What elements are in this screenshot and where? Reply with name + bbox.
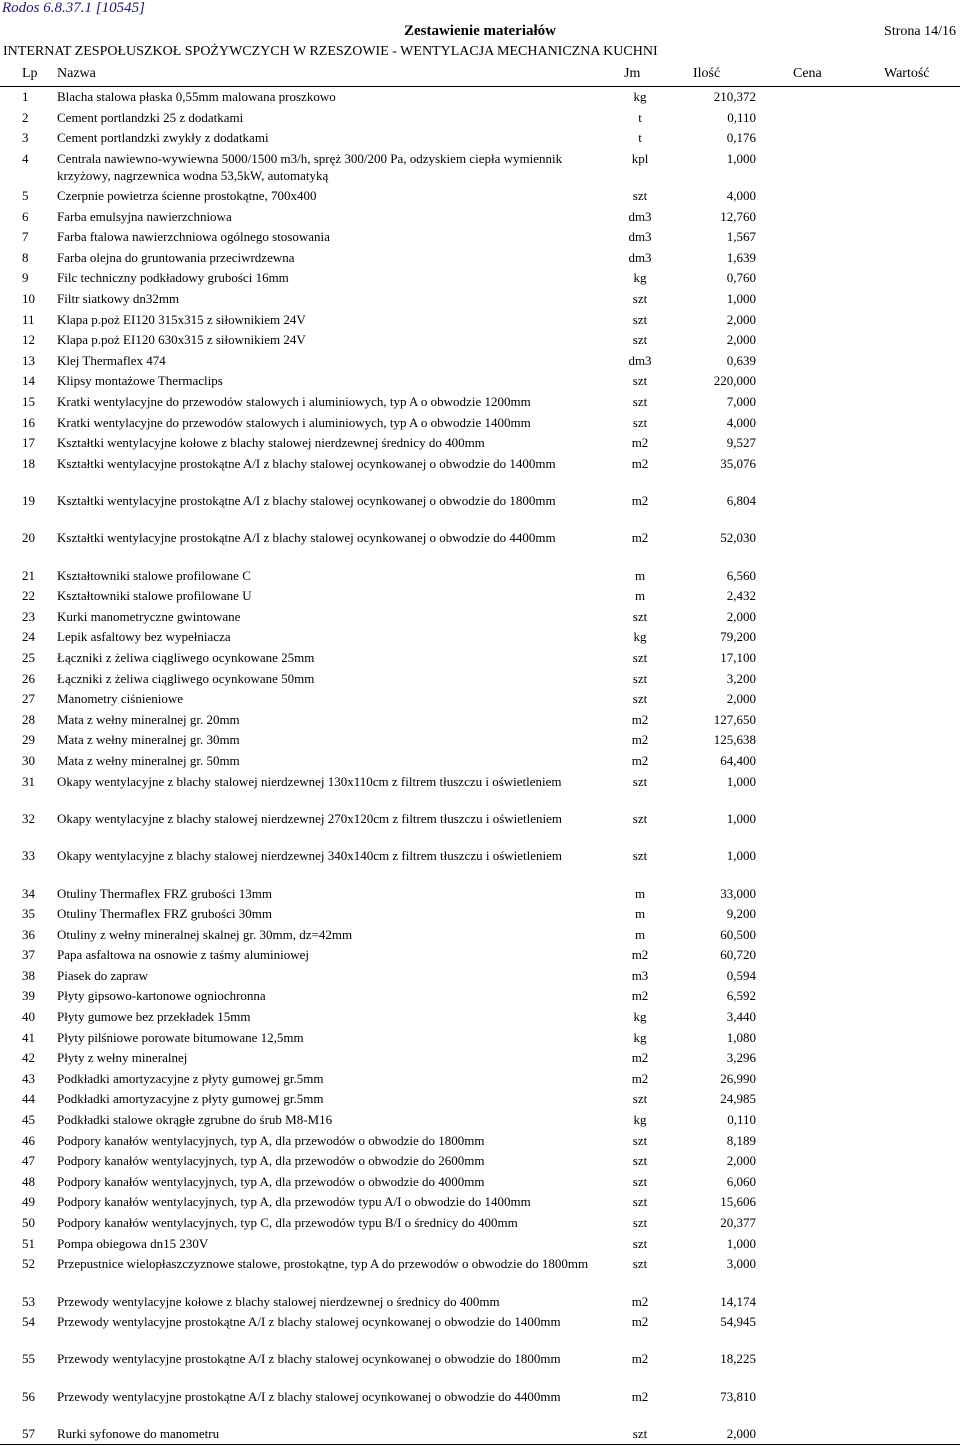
table-row [0, 129, 960, 150]
row-lp: 31 [22, 773, 35, 789]
row-lp: 15 [22, 394, 35, 410]
row-lp: 11 [22, 311, 35, 327]
table-row [0, 331, 960, 352]
row-unit: m2 [631, 732, 649, 748]
row-lp: 21 [22, 567, 35, 583]
row-qty: 24,985 [720, 1091, 756, 1107]
row-qty: 52,030 [720, 530, 756, 546]
row-lp: 36 [22, 926, 35, 942]
row-unit: m2 [631, 1293, 649, 1309]
row-lp: 20 [22, 530, 35, 546]
table-row [0, 608, 960, 629]
row-qty: 9,527 [726, 435, 756, 451]
row-unit: m2 [631, 1351, 649, 1367]
row-qty: 2,000 [726, 332, 756, 348]
row-qty: 79,200 [720, 629, 756, 645]
row-qty: 1,000 [726, 810, 756, 826]
table-row [0, 847, 960, 884]
row-name: Kształtki wentylacyjne prostokątne A/I z blachy stalowej ocynkowanej o obwodzie do 4400mm [57, 530, 556, 546]
row-lp: 8 [22, 249, 29, 265]
row-name: Podkładki amortyzacyjne z płyty gumowej gr.5mm [57, 1091, 324, 1107]
table-row [0, 587, 960, 608]
table-row [0, 926, 960, 947]
table-row [0, 567, 960, 588]
header-rule [0, 86, 960, 87]
row-qty: 0,760 [726, 270, 756, 286]
table-row [0, 670, 960, 691]
row-name: Otuliny Thermaflex FRZ grubości 13mm [57, 885, 272, 901]
row-name: Centrala nawiewno-wywiewna 5000/1500 m3/h, spręż 300/200 Pa, odzyskiem ciepła wymiennik krzyżowy, nagrzewnica wodna 53,5kW, automatyką [57, 150, 563, 183]
row-qty: 2,000 [726, 1153, 756, 1169]
row-qty: 54,945 [720, 1314, 756, 1330]
row-unit: m2 [631, 711, 649, 727]
table-row [0, 109, 960, 130]
row-qty: 15,606 [720, 1194, 756, 1210]
row-unit: kg [633, 629, 647, 645]
table-row [0, 1090, 960, 1111]
row-unit: m [634, 588, 646, 604]
row-name: Klipsy montażowe Thermaclips [57, 373, 223, 389]
page-number: Strona 14/16 [884, 24, 956, 39]
table-row [0, 690, 960, 711]
row-qty: 1,000 [726, 1235, 756, 1251]
table-row [0, 352, 960, 373]
row-qty: 0,110 [727, 1112, 756, 1128]
table-row [0, 1049, 960, 1070]
row-qty: 3,000 [726, 1256, 756, 1272]
row-name: Kratki wentylacyjne do przewodów stalowych i aluminiowych, typ A o obwodzie 1400mm [57, 414, 531, 430]
row-unit: szt [632, 414, 648, 430]
row-name: Klej Thermaflex 474 [57, 352, 166, 368]
row-unit: dm3 [628, 249, 652, 265]
row-name: Czerpnie powietrza ścienne prostokątne, 700x400 [57, 188, 317, 204]
row-name: Papa asfaltowa na osnowie z taśmy aluminiowej [57, 947, 309, 963]
row-lp: 39 [22, 988, 35, 1004]
row-qty: 35,076 [720, 455, 756, 471]
row-lp: 19 [22, 493, 35, 509]
row-name: Lepik asfaltowy bez wypełniacza [57, 629, 231, 645]
row-qty: 9,200 [726, 906, 756, 922]
row-unit: szt [632, 373, 648, 389]
row-lp: 42 [22, 1050, 35, 1066]
row-unit: m2 [631, 530, 649, 546]
row-name: Podpory kanałów wentylacyjnych, typ C, dla przewodów typu B/I o średnicy do 400mm [57, 1215, 518, 1231]
row-unit: szt [632, 1153, 648, 1169]
row-name: Kształtki wentylacyjne prostokątne A/I z blachy stalowej ocynkowanej o obwodzie do 1800mm [57, 493, 556, 509]
row-name: Mata z wełny mineralnej gr. 20mm [57, 711, 240, 727]
row-lp: 32 [22, 810, 35, 826]
row-lp: 18 [22, 455, 35, 471]
row-lp: 28 [22, 711, 35, 727]
row-qty: 6,804 [726, 493, 756, 509]
row-name: Pompa obiegowa dn15 230V [57, 1235, 209, 1251]
row-qty: 14,174 [720, 1293, 756, 1309]
row-lp: 41 [22, 1029, 35, 1045]
table-row [0, 731, 960, 752]
row-unit: kg [633, 1029, 647, 1045]
table-row [0, 1214, 960, 1235]
row-name: Kształtowniki stalowe profilowane U [57, 588, 252, 604]
row-qty: 4,000 [726, 188, 756, 204]
row-lp: 5 [22, 188, 29, 204]
row-qty: 1,080 [726, 1029, 756, 1045]
row-unit: dm3 [628, 352, 652, 368]
row-unit: m2 [631, 1388, 649, 1404]
table-row [0, 150, 960, 187]
row-qty: 0,176 [726, 130, 756, 146]
table-row [0, 1152, 960, 1173]
row-qty: 4,000 [726, 414, 756, 430]
row-name: Manometry ciśnieniowe [57, 691, 183, 707]
table-row [0, 269, 960, 290]
table-row [0, 1235, 960, 1256]
row-qty: 1,000 [726, 848, 756, 864]
row-qty: 1,000 [726, 150, 756, 166]
row-name: Kurki manometryczne gwintowane [57, 608, 241, 624]
row-qty: 3,200 [726, 670, 756, 686]
row-lp: 16 [22, 414, 35, 430]
row-unit: szt [632, 1215, 648, 1231]
row-name: Filtr siatkowy dn32mm [57, 291, 180, 307]
row-lp: 55 [22, 1351, 35, 1367]
row-lp: 50 [22, 1215, 35, 1231]
table-row [0, 1388, 960, 1425]
row-lp: 2 [22, 109, 29, 125]
table-row [0, 905, 960, 926]
row-name: Podpory kanałów wentylacyjnych, typ A, dla przewodów o obwodzie do 4000mm [57, 1173, 485, 1189]
row-qty: 17,100 [720, 650, 756, 666]
row-name: Farba olejna do gruntowania przeciwrdzewna [57, 249, 295, 265]
project-title: INTERNAT ZESPOŁUSZKOŁ SPOŻYWCZYCH W RZESZOWIE - WENTYLACJA MECHANICZNA KUCHNI [3, 44, 658, 59]
row-lp: 22 [22, 588, 35, 604]
table-row [0, 1132, 960, 1153]
table-row [0, 810, 960, 847]
row-unit: szt [632, 773, 648, 789]
row-name: Otuliny Thermaflex FRZ grubości 30mm [57, 906, 272, 922]
row-unit: szt [632, 691, 648, 707]
row-lp: 7 [22, 229, 29, 245]
table-row [0, 492, 960, 529]
table-row [0, 987, 960, 1008]
row-unit: kpl [631, 150, 649, 166]
row-name: Cement portlandzki zwykły z dodatkami [57, 130, 269, 146]
table-row [0, 752, 960, 773]
row-name: Okapy wentylacyjne z blachy stalowej nierdzewnej 340x140cm z filtrem tłuszczu i oświetleniem [57, 848, 563, 864]
row-name: Okapy wentylacyjne z blachy stalowej nierdzewnej 130x110cm z filtrem tłuszczu i oświetleniem [57, 773, 562, 789]
row-name: Przewody wentylacyjne prostokątne A/I z blachy stalowej ocynkowanej o obwodzie do 1800mm [57, 1351, 561, 1367]
row-lp: 3 [22, 130, 29, 146]
row-name: Okapy wentylacyjne z blachy stalowej nierdzewnej 270x120cm z filtrem tłuszczu i oświetleniem [57, 810, 563, 826]
row-lp: 33 [22, 848, 35, 864]
table-header [0, 66, 960, 86]
row-unit: m2 [631, 455, 649, 471]
row-unit: szt [632, 1132, 648, 1148]
row-name: Podkładki stalowe okrągłe zgrubne do śrub M8-M16 [57, 1112, 333, 1128]
table-row [0, 967, 960, 988]
row-unit: m2 [631, 1070, 649, 1086]
row-qty: 6,060 [726, 1173, 756, 1189]
row-qty: 127,650 [713, 711, 756, 727]
row-qty: 3,440 [726, 1009, 756, 1025]
row-unit: m2 [631, 988, 649, 1004]
document-title: Zestawienie materiałów [403, 23, 557, 39]
row-qty: 1,000 [726, 773, 756, 789]
row-unit: szt [632, 188, 648, 204]
row-lp: 56 [22, 1388, 35, 1404]
row-unit: m [634, 567, 646, 583]
row-lp: 48 [22, 1173, 35, 1189]
row-name: Podpory kanałów wentylacyjnych, typ A, dla przewodów o obwodzie do 2600mm [57, 1153, 485, 1169]
row-qty: 6,560 [726, 567, 756, 583]
row-unit: szt [632, 848, 648, 864]
row-lp: 51 [22, 1235, 35, 1251]
row-name: Otuliny z wełny mineralnej skalnej gr. 30mm, dz=42mm [57, 926, 353, 942]
row-unit: szt [632, 1425, 648, 1441]
row-unit: szt [632, 810, 648, 826]
row-unit: dm3 [628, 229, 652, 245]
row-lp: 49 [22, 1194, 35, 1210]
table-row [0, 885, 960, 906]
row-qty: 7,000 [726, 394, 756, 410]
row-qty: 0,639 [726, 352, 756, 368]
row-lp: 30 [22, 753, 35, 769]
row-lp: 53 [22, 1293, 35, 1309]
row-name: Filc techniczny podkładowy grubości 16mm [57, 270, 289, 286]
row-qty: 60,500 [720, 926, 756, 942]
row-lp: 37 [22, 947, 35, 963]
row-unit: m2 [631, 1314, 649, 1330]
row-qty: 18,225 [720, 1351, 756, 1367]
row-unit: szt [632, 1256, 648, 1272]
row-lp: 17 [22, 435, 35, 451]
row-lp: 44 [22, 1091, 35, 1107]
row-name: Kratki wentylacyjne do przewodów stalowych i aluminiowych, typ A o obwodzie 1200mm [57, 394, 531, 410]
row-unit: m2 [631, 947, 649, 963]
row-lp: 25 [22, 650, 35, 666]
row-lp: 24 [22, 629, 35, 645]
table-row [0, 187, 960, 208]
table-row [0, 455, 960, 492]
row-unit: t [638, 130, 642, 146]
row-unit: m [634, 906, 646, 922]
row-name: Piasek do zapraw [57, 967, 148, 983]
row-lp: 12 [22, 332, 35, 348]
row-lp: 54 [22, 1314, 35, 1330]
row-lp: 13 [22, 352, 35, 368]
row-name: Łączniki z żeliwa ciągliwego ocynkowane 25mm [57, 650, 315, 666]
row-name: Cement portlandzki 25 z dodatkami [57, 109, 244, 125]
table-row [0, 649, 960, 670]
row-name: Podpory kanałów wentylacyjnych, typ A, dla przewodów typu A/I o obwodzie do 1400mm [57, 1194, 531, 1210]
table-row [0, 249, 960, 270]
row-qty: 0,110 [727, 109, 756, 125]
row-qty: 12,760 [720, 208, 756, 224]
row-qty: 60,720 [720, 947, 756, 963]
table-row [0, 290, 960, 311]
row-lp: 23 [22, 608, 35, 624]
row-lp: 35 [22, 906, 35, 922]
row-qty: 210,372 [713, 89, 756, 104]
row-unit: m2 [631, 753, 649, 769]
row-unit: kg [633, 270, 647, 286]
row-unit: m3 [631, 967, 649, 983]
row-lp: 46 [22, 1132, 35, 1148]
table-row [0, 1008, 960, 1029]
row-unit: m [634, 885, 646, 901]
row-qty: 2,000 [726, 691, 756, 707]
table-row [0, 208, 960, 229]
row-lp: 52 [22, 1256, 35, 1272]
col-price: Cena [793, 66, 822, 81]
row-qty: 6,592 [726, 988, 756, 1004]
row-lp: 6 [22, 208, 29, 224]
row-unit: kg [633, 1112, 647, 1128]
row-lp: 38 [22, 967, 35, 983]
table-row [0, 414, 960, 435]
table-row [0, 773, 960, 810]
row-lp: 4 [22, 150, 29, 166]
row-qty: 1,639 [726, 249, 756, 265]
row-lp: 57 [22, 1425, 35, 1441]
row-lp: 34 [22, 885, 35, 901]
row-unit: szt [632, 608, 648, 624]
row-unit: szt [632, 332, 648, 348]
row-unit: szt [632, 650, 648, 666]
row-name: Płyty pilśniowe porowate bitumowane 12,5mm [57, 1029, 304, 1045]
row-name: Klapa p.poż EI120 630x315 z siłownikiem 24V [57, 332, 306, 348]
row-name: Płyty z wełny mineralnej [57, 1050, 188, 1066]
col-value: Wartość [884, 66, 930, 81]
table-row [0, 1313, 960, 1350]
table-row [0, 228, 960, 249]
row-qty: 2,000 [726, 608, 756, 624]
row-qty: 2,000 [726, 1425, 756, 1441]
row-name: Łączniki z żeliwa ciągliwego ocynkowane 50mm [57, 670, 315, 686]
row-unit: szt [632, 1235, 648, 1251]
table-row [0, 1350, 960, 1387]
row-lp: 26 [22, 670, 35, 686]
row-unit: m2 [631, 493, 649, 509]
row-name: Mata z wełny mineralnej gr. 30mm [57, 732, 240, 748]
table-row [0, 1293, 960, 1314]
row-unit: szt [632, 291, 648, 307]
row-lp: 27 [22, 691, 35, 707]
row-name: Przewody wentylacyjne prostokątne A/I z blachy stalowej ocynkowanej o obwodzie do 1400mm [57, 1314, 561, 1330]
row-name: Klapa p.poż EI120 315x315 z siłownikiem 24V [57, 311, 306, 327]
row-qty: 1,000 [726, 291, 756, 307]
row-qty: 2,432 [726, 588, 756, 604]
table-row [0, 1070, 960, 1091]
col-qty: Ilość [693, 66, 721, 81]
table-row [0, 1029, 960, 1050]
row-unit: szt [632, 394, 648, 410]
table-row [0, 529, 960, 566]
row-qty: 73,810 [720, 1388, 756, 1404]
row-unit: m2 [631, 1050, 649, 1066]
row-qty: 33,000 [720, 885, 756, 901]
table-row [0, 393, 960, 414]
table-row [0, 311, 960, 332]
row-lp: 45 [22, 1112, 35, 1128]
row-name: Kształtki wentylacyjne prostokątne A/I z blachy stalowej ocynkowanej o obwodzie do 1400mm [57, 455, 556, 471]
table-row [0, 88, 960, 109]
row-name: Rurki syfonowe do manometru [57, 1425, 220, 1441]
row-qty: 125,638 [713, 732, 756, 748]
row-qty: 0,594 [726, 967, 756, 983]
row-qty: 2,000 [726, 311, 756, 327]
row-name: Przewody wentylacyjne prostokątne A/I z blachy stalowej ocynkowanej o obwodzie do 4400mm [57, 1388, 561, 1404]
row-name: Płyty gipsowo-kartonowe ogniochronna [57, 988, 266, 1004]
row-unit: szt [632, 1173, 648, 1189]
col-lp: Lp [22, 66, 38, 81]
row-name: Podkładki amortyzacyjne z płyty gumowej gr.5mm [57, 1070, 324, 1086]
row-qty: 26,990 [720, 1070, 756, 1086]
row-unit: t [638, 109, 642, 125]
table-row [0, 1173, 960, 1194]
table-row [0, 711, 960, 732]
row-qty: 1,567 [726, 229, 756, 245]
row-lp: 10 [22, 291, 35, 307]
table-row [0, 1425, 960, 1446]
materials-table [0, 88, 960, 1446]
row-name: Płyty gumowe bez przekładek 15mm [57, 1009, 251, 1025]
row-unit: szt [632, 670, 648, 686]
row-lp: 43 [22, 1070, 35, 1086]
table-row [0, 372, 960, 393]
col-name: Nazwa [57, 66, 96, 81]
row-lp: 1 [22, 89, 29, 104]
row-unit: szt [632, 1091, 648, 1107]
row-name: Farba emulsyjna nawierzchniowa [57, 208, 232, 224]
row-lp: 47 [22, 1153, 35, 1169]
row-unit: szt [632, 1194, 648, 1210]
row-name: Blacha stalowa płaska 0,55mm malowana proszkowo [57, 89, 336, 104]
row-qty: 8,189 [726, 1132, 756, 1148]
row-qty: 20,377 [720, 1215, 756, 1231]
table-row [0, 1255, 960, 1292]
table-row [0, 946, 960, 967]
row-name: Farba ftalowa nawierzchniowa ogólnego stosowania [57, 229, 330, 245]
row-lp: 29 [22, 732, 35, 748]
col-unit: Jm [624, 66, 641, 81]
table-row [0, 628, 960, 649]
row-unit: kg [633, 89, 647, 104]
bottom-rule [0, 1444, 960, 1445]
table-row [0, 434, 960, 455]
row-unit: m [634, 926, 646, 942]
row-name: Przewody wentylacyjne kołowe z blachy stalowej nierdzewnej o średnicy do 400mm [57, 1293, 500, 1309]
row-lp: 40 [22, 1009, 35, 1025]
row-name: Mata z wełny mineralnej gr. 50mm [57, 753, 240, 769]
row-qty: 64,400 [720, 753, 756, 769]
table-row [0, 1193, 960, 1214]
row-unit: kg [633, 1009, 647, 1025]
row-unit: szt [632, 311, 648, 327]
row-name: Kształtki wentylacyjne kołowe z blachy stalowej nierdzewnej średnicy do 400mm [57, 435, 485, 451]
row-unit: m2 [631, 435, 649, 451]
row-qty: 220,000 [713, 373, 756, 389]
table-row [0, 1111, 960, 1132]
row-qty: 3,296 [726, 1050, 756, 1066]
row-name: Podpory kanałów wentylacyjnych, typ A, dla przewodów o obwodzie do 1800mm [57, 1132, 485, 1148]
program-version: Rodos 6.8.37.1 [10545] [2, 0, 145, 16]
row-lp: 14 [22, 373, 35, 389]
row-lp: 9 [22, 270, 29, 286]
row-name: Przepustnice wielopłaszczyznowe stalowe, prostokątne, typ A do przewodów o obwodzie do 1800mm [57, 1256, 589, 1272]
row-unit: dm3 [628, 208, 652, 224]
row-name: Kształtowniki stalowe profilowane C [57, 567, 251, 583]
